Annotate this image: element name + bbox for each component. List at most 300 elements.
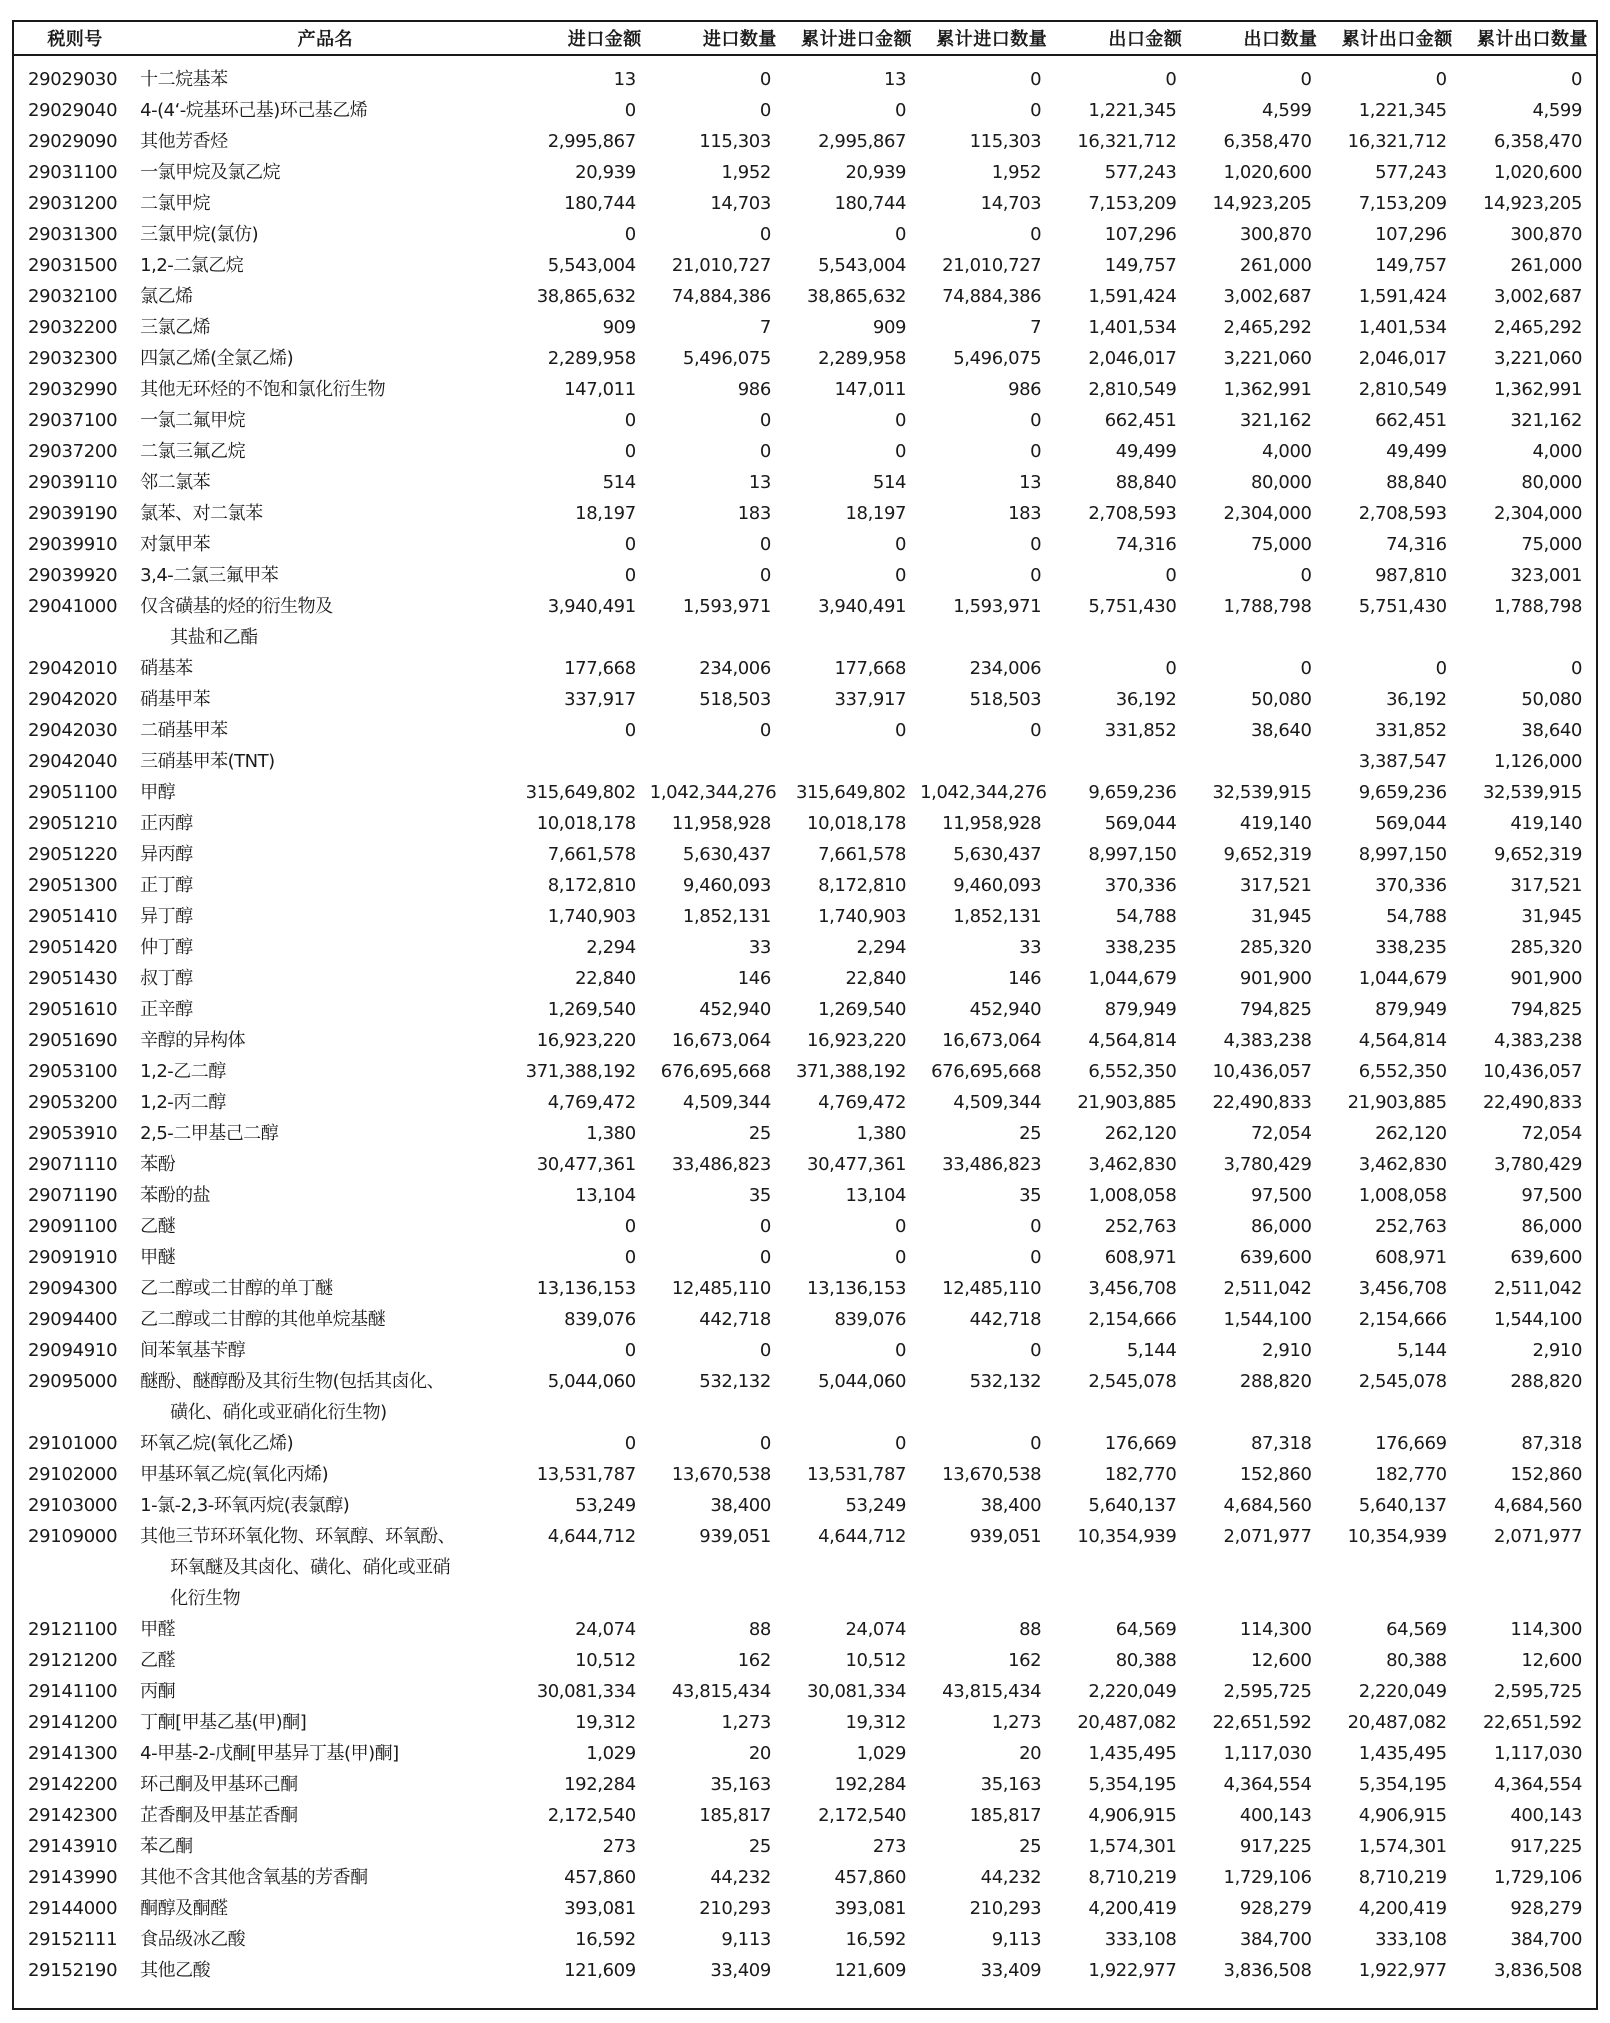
cumulative-export-quantity: 86,000 [1521,1216,1582,1237]
product-name [136,1862,514,1893]
import-quantity: 1,042,344,276 [649,782,777,803]
cumulative-export-quantity: 2,465,292 [1493,317,1582,338]
cumulative-import-value: 13,136,153 [807,1278,907,1299]
export-quantity: 152,860 [1239,1464,1312,1485]
import-quantity: 44,232 [710,1867,771,1888]
cumulative-export-quantity: 4,599 [1532,100,1582,121]
export-value: 0 [1165,69,1177,90]
product-name [136,746,514,777]
import-quantity: 0 [759,565,771,586]
product-name-line: 辛醇的异构体 [140,1030,246,1051]
trade-table [14,22,1596,1986]
product-name [136,95,514,126]
export-quantity: 50,080 [1250,689,1312,710]
import-quantity: 115,303 [699,131,771,152]
import-quantity: 234,006 [699,658,771,679]
export-value [1055,746,1190,777]
tariff-code: 29032100 [28,286,118,307]
table-row [14,1955,1596,1986]
header-name: 产品名 [136,22,514,55]
cumulative-import-value: 30,081,334 [807,1681,907,1702]
import-value: 0 [624,534,636,555]
tariff-code: 29094400 [28,1309,118,1330]
tariff-code: 29152111 [28,1929,118,1950]
table-row [14,1335,1596,1366]
cumulative-export-value: 5,640,137 [1358,1495,1447,1516]
import-value: 16,923,220 [536,1030,636,1051]
cumulative-export-quantity: 1,544,100 [1493,1309,1582,1330]
export-value: 608,971 [1104,1247,1177,1268]
table-row [14,1180,1596,1211]
product-name [136,1490,514,1521]
import-quantity: 35,163 [710,1774,771,1795]
cumulative-export-value: 16,321,712 [1347,131,1447,152]
tariff-code: 29095000 [28,1371,118,1392]
import-value: 0 [624,1216,636,1237]
product-name-line: 食品级冰乙酸 [140,1929,246,1950]
table-row [14,808,1596,839]
export-value: 879,949 [1104,999,1177,1020]
import-quantity: 0 [759,69,771,90]
cumulative-export-quantity: 75,000 [1521,534,1582,555]
cumulative-import-value: 1,380 [856,1123,907,1144]
product-name [136,188,514,219]
product-name-continuation: 磺化、硝化或亚硝化衍生物) [170,1402,387,1423]
cumulative-export-value: 252,763 [1375,1216,1447,1237]
cumulative-export-quantity: 72,054 [1521,1123,1582,1144]
product-name-line: 叔丁醇 [140,968,193,989]
product-name-line: 乙二醇或二甘醇的其他单烷基醚 [140,1309,386,1330]
cumulative-import-value: 0 [895,720,907,741]
product-name-line: 二硝基甲苯 [140,720,228,741]
cumulative-export-value: 577,243 [1375,162,1447,183]
cumulative-export-quantity: 1,117,030 [1493,1743,1582,1764]
tariff-code: 29071110 [28,1154,118,1175]
export-quantity: 794,825 [1239,999,1312,1020]
cumulative-export-value: 2,154,666 [1358,1309,1447,1330]
cumulative-export-value: 333,108 [1375,1929,1447,1950]
import-quantity: 146 [737,968,771,989]
export-value: 0 [1165,658,1177,679]
product-name [136,653,514,684]
import-value: 192,284 [564,1774,636,1795]
cumulative-export-quantity: 300,870 [1510,224,1582,245]
cumulative-import-value: 2,172,540 [818,1805,907,1826]
table-row [14,715,1596,746]
export-value: 74,316 [1115,534,1177,555]
cumulative-import-value: 20,939 [845,162,907,183]
import-value: 20,939 [575,162,636,183]
header-spacer [14,55,1596,64]
import-quantity: 1,852,131 [682,906,771,927]
product-name [136,1273,514,1304]
import-value: 909 [602,317,636,338]
table-row [14,126,1596,157]
product-name-line: 4-(4‘-烷基环己基)环己基乙烯 [140,100,368,121]
cumulative-import-value: 147,011 [834,379,907,400]
export-value: 176,669 [1104,1433,1177,1454]
import-quantity: 939,051 [699,1526,771,1547]
cumulative-import-quantity: 11,958,928 [942,813,1042,834]
export-quantity: 419,140 [1239,813,1312,834]
cumulative-export-value: 262,120 [1375,1123,1447,1144]
export-quantity: 288,820 [1239,1371,1312,1392]
product-name-line: 十二烷基苯 [140,69,228,90]
export-value: 1,044,679 [1088,968,1177,989]
export-quantity: 1,362,991 [1223,379,1312,400]
cumulative-import-quantity: 7 [1030,317,1042,338]
tariff-code: 29051420 [28,937,118,958]
table-row [14,343,1596,374]
product-name [136,839,514,870]
product-name-line: 其他无环烃的不饱和氯化衍生物 [140,379,386,400]
cumulative-export-value: 49,499 [1386,441,1447,462]
tariff-code: 29039910 [28,534,118,555]
cumulative-import-quantity: 0 [1030,1433,1042,1454]
import-value: 273 [602,1836,636,1857]
product-name [136,1366,514,1428]
table-row [14,746,1596,777]
cumulative-import-quantity: 0 [1030,1216,1042,1237]
header-import-value: 进口金额 [515,22,650,55]
export-value: 2,708,593 [1088,503,1177,524]
cumulative-import-quantity: 1,042,344,276 [920,782,1047,803]
cumulative-export-value: 1,574,301 [1358,1836,1447,1857]
product-name-line: 四氯乙烯(全氯乙烯) [140,348,294,369]
table-row [14,901,1596,932]
table-row [14,1242,1596,1273]
export-value: 333,108 [1104,1929,1177,1950]
product-name [136,777,514,808]
cumulative-import-quantity: 43,815,434 [942,1681,1042,1702]
table-row [14,963,1596,994]
import-value: 4,769,472 [547,1092,636,1113]
cumulative-export-value: 54,788 [1386,906,1447,927]
tariff-code: 29152190 [28,1960,118,1981]
table-row [14,1149,1596,1180]
import-quantity: 0 [759,534,771,555]
cumulative-import-value: 121,609 [834,1960,907,1981]
tariff-code: 29032200 [28,317,118,338]
product-name [136,1118,514,1149]
product-name-line: 丁酮[甲基乙基(甲)酮] [140,1712,307,1733]
export-value: 80,388 [1115,1650,1177,1671]
import-quantity: 1,593,971 [682,596,771,617]
tariff-code: 29091910 [28,1247,118,1268]
cumulative-export-value: 4,906,915 [1358,1805,1447,1826]
table-row [14,1924,1596,1955]
product-name-line: 邻二氯苯 [140,472,211,493]
export-value: 569,044 [1104,813,1177,834]
export-quantity: 2,071,977 [1223,1526,1312,1547]
table-row [14,1614,1596,1645]
product-name-line: 其他芳香烃 [140,131,228,152]
cumulative-import-quantity: 986 [1008,379,1042,400]
export-quantity: 261,000 [1239,255,1312,276]
table-row [14,653,1596,684]
cumulative-import-value: 337,917 [834,689,907,710]
cumulative-import-quantity: 518,503 [969,689,1042,710]
cumulative-export-quantity: 97,500 [1521,1185,1582,1206]
cumulative-export-value: 10,354,939 [1347,1526,1447,1547]
export-quantity: 400,143 [1239,1805,1312,1826]
import-value: 457,860 [564,1867,636,1888]
import-quantity: 0 [759,224,771,245]
export-value: 1,008,058 [1088,1185,1177,1206]
cumulative-export-value: 2,046,017 [1358,348,1447,369]
cumulative-import-value [785,746,920,777]
cumulative-import-value: 0 [895,100,907,121]
product-name [136,1893,514,1924]
import-quantity: 20 [748,1743,771,1764]
export-quantity: 901,900 [1239,968,1312,989]
cumulative-export-quantity: 901,900 [1510,968,1582,989]
import-quantity: 518,503 [699,689,771,710]
table-row [14,374,1596,405]
import-value: 13,136,153 [536,1278,636,1299]
import-value: 147,011 [564,379,636,400]
table-row [14,1893,1596,1924]
cumulative-export-quantity: 2,595,725 [1493,1681,1582,1702]
cumulative-export-quantity: 152,860 [1510,1464,1582,1485]
cumulative-import-value: 0 [895,534,907,555]
table-row [14,1118,1596,1149]
tariff-code: 29142200 [28,1774,118,1795]
table-row [14,932,1596,963]
product-name-line: 甲醚 [140,1247,176,1268]
tariff-code: 29102000 [28,1464,118,1485]
cumulative-import-value: 0 [895,565,907,586]
tariff-code: 29053910 [28,1123,118,1144]
tariff-code: 29071190 [28,1185,118,1206]
cumulative-import-value: 16,592 [845,1929,907,1950]
import-value: 16,592 [575,1929,636,1950]
cumulative-import-value: 315,649,802 [795,782,907,803]
tariff-code: 29091100 [28,1216,118,1237]
product-name [136,963,514,994]
product-name [136,808,514,839]
cumulative-import-value: 19,312 [845,1712,907,1733]
cumulative-import-value: 0 [895,1340,907,1361]
product-name-line: 三硝基甲苯(TNT) [140,751,275,772]
export-quantity: 2,910 [1262,1340,1312,1361]
import-value: 24,074 [575,1619,636,1640]
cumulative-export-quantity: 14,923,205 [1482,193,1582,214]
export-quantity: 9,652,319 [1223,844,1312,865]
product-name-line: 甲醇 [140,782,176,803]
table-row [14,1304,1596,1335]
header-row [14,22,1596,55]
tariff-code: 29042010 [28,658,118,679]
product-name-line: 硝基甲苯 [140,689,211,710]
cumulative-export-value: 662,451 [1375,410,1447,431]
cumulative-export-quantity: 114,300 [1510,1619,1582,1640]
export-quantity: 321,162 [1239,410,1312,431]
export-quantity: 3,002,687 [1223,286,1312,307]
cumulative-import-value: 53,249 [845,1495,907,1516]
import-quantity: 0 [759,1216,771,1237]
export-value: 662,451 [1104,410,1177,431]
import-value: 7,661,578 [547,844,636,865]
product-name [136,1180,514,1211]
export-quantity: 285,320 [1239,937,1312,958]
import-quantity: 5,496,075 [682,348,771,369]
table-row [14,157,1596,188]
product-name [136,560,514,591]
import-value: 371,388,192 [525,1061,636,1082]
product-name [136,436,514,467]
tariff-code: 29042040 [28,751,118,772]
product-name-line: 对氯甲苯 [140,534,211,555]
product-name [136,591,514,653]
import-quantity: 185,817 [699,1805,771,1826]
product-name [136,312,514,343]
export-quantity: 6,358,470 [1223,131,1312,152]
cumulative-export-value: 3,462,830 [1358,1154,1447,1175]
cumulative-import-value: 1,029 [856,1743,907,1764]
export-value: 1,401,534 [1088,317,1177,338]
table-row [14,1800,1596,1831]
export-value: 20,487,082 [1077,1712,1177,1733]
cumulative-export-quantity: 288,820 [1510,1371,1582,1392]
cumulative-import-quantity: 25 [1019,1123,1042,1144]
export-quantity: 72,054 [1250,1123,1312,1144]
export-quantity: 10,436,057 [1212,1061,1312,1082]
import-quantity: 38,400 [710,1495,771,1516]
export-quantity: 0 [1300,69,1312,90]
tariff-code: 29141300 [28,1743,118,1764]
product-name [136,1800,514,1831]
import-quantity: 4,509,344 [682,1092,771,1113]
import-value: 0 [624,1247,636,1268]
import-value: 3,940,491 [547,596,636,617]
cumulative-import-value: 371,388,192 [795,1061,907,1082]
cumulative-import-quantity: 210,293 [969,1898,1042,1919]
cumulative-import-quantity: 21,010,727 [942,255,1042,276]
cumulative-export-value: 80,388 [1386,1650,1447,1671]
product-name [136,1676,514,1707]
table-row [14,994,1596,1025]
tariff-code: 29109000 [28,1526,118,1547]
cumulative-import-value: 38,865,632 [807,286,907,307]
cumulative-export-quantity: 321,162 [1510,410,1582,431]
export-quantity: 1,729,106 [1223,1867,1312,1888]
cumulative-export-value: 5,354,195 [1358,1774,1447,1795]
product-name-line: 芷香酮及甲基芷香酮 [140,1805,298,1826]
export-quantity: 87,318 [1250,1433,1312,1454]
product-name-line: 苯酚 [140,1154,176,1175]
table-row [14,529,1596,560]
import-quantity: 676,695,668 [660,1061,771,1082]
export-quantity: 86,000 [1250,1216,1312,1237]
import-quantity: 452,940 [699,999,771,1020]
tariff-code: 29051210 [28,813,118,834]
export-quantity: 12,600 [1250,1650,1312,1671]
import-value: 13 [613,69,636,90]
tariff-code: 29103000 [28,1495,118,1516]
product-name-line: 硝基苯 [140,658,193,679]
cumulative-import-value: 13 [883,69,907,90]
cumulative-import-quantity: 74,884,386 [942,286,1042,307]
export-value: 252,763 [1104,1216,1177,1237]
table-row [14,1459,1596,1490]
cumulative-import-quantity: 183 [1008,503,1042,524]
cumulative-import-quantity: 25 [1019,1836,1042,1857]
tariff-code: 29029030 [28,69,118,90]
product-name [136,64,514,95]
product-name-line: 甲醛 [140,1619,176,1640]
cumulative-export-value: 5,751,430 [1358,596,1447,617]
import-quantity: 16,673,064 [671,1030,771,1051]
product-name-line: 正辛醇 [140,999,193,1020]
tariff-code: 29051220 [28,844,118,865]
export-value: 5,354,195 [1088,1774,1177,1795]
import-quantity: 0 [759,1433,771,1454]
import-value: 337,917 [564,689,636,710]
product-name [136,1025,514,1056]
cumulative-export-value: 879,949 [1375,999,1447,1020]
import-value: 514 [602,472,636,493]
table-row [14,312,1596,343]
cumulative-import-value: 7,661,578 [818,844,907,865]
cumulative-export-quantity: 4,383,238 [1493,1030,1582,1051]
table-row [14,1273,1596,1304]
product-name-line: 其他三节环环氧化物、环氧醇、环氧酚、 [140,1526,456,1547]
header-cumulative-import-quantity: 累计进口数量 [920,22,1055,55]
export-quantity: 1,544,100 [1223,1309,1312,1330]
header-import-quantity: 进口数量 [650,22,785,55]
cumulative-import-value: 0 [895,224,907,245]
cumulative-import-value: 10,018,178 [807,813,907,834]
cumulative-export-value: 176,669 [1375,1433,1447,1454]
import-value: 10,018,178 [536,813,636,834]
product-name-line: 丙酮 [140,1681,176,1702]
tariff-code: 29039110 [28,472,118,493]
product-name-line: 3,4-二氯三氟甲苯 [140,565,279,586]
export-quantity: 97,500 [1250,1185,1312,1206]
export-value: 49,499 [1115,441,1177,462]
table-row [14,1428,1596,1459]
table-row [14,188,1596,219]
cumulative-export-quantity: 917,225 [1510,1836,1582,1857]
import-value: 121,609 [564,1960,636,1981]
cumulative-import-value: 4,644,712 [818,1526,907,1547]
cumulative-export-quantity: 1,126,000 [1493,751,1582,772]
product-name [136,467,514,498]
tariff-code: 29029040 [28,100,118,121]
tariff-code: 29042020 [28,689,118,710]
cumulative-export-quantity: 38,640 [1521,720,1582,741]
product-name [136,126,514,157]
import-quantity: 25 [748,1836,771,1857]
cumulative-export-value: 5,144 [1397,1340,1447,1361]
export-quantity: 4,000 [1262,441,1312,462]
tariff-code: 29032990 [28,379,118,400]
header-code: 税则号 [14,22,136,55]
product-name-line: 2,5-二甲基己二醇 [140,1123,279,1144]
product-name [136,1955,514,1986]
product-name-line: 苯乙酮 [140,1836,193,1857]
cumulative-import-quantity: 0 [1030,720,1042,741]
tariff-code: 29039920 [28,565,118,586]
cumulative-export-value: 2,545,078 [1358,1371,1447,1392]
import-quantity: 162 [737,1650,771,1671]
table-row [14,1645,1596,1676]
tariff-code: 29121200 [28,1650,118,1671]
product-name [136,343,514,374]
export-quantity: 22,651,592 [1212,1712,1312,1733]
tariff-code: 29037100 [28,410,118,431]
